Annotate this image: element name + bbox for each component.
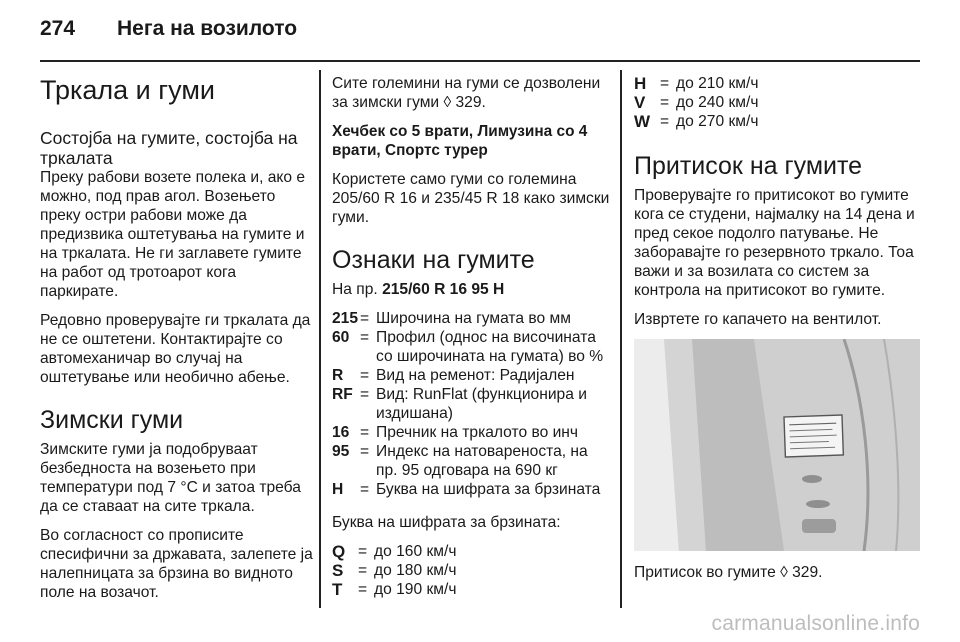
marking-row: 60 = Профил (однос на височината со широчината на гумата) во % xyxy=(332,329,604,365)
winter-tyres-heading: Зимски гуми xyxy=(40,406,184,434)
tyre-pressure-label-illustration xyxy=(634,339,920,551)
tyre-condition-paragraph-2: Редовно проверувајте ги тркалата да не се оштетени. Контактирајте со автомеханичар во случај на оштетување или необично абење. xyxy=(40,312,311,386)
valve-cap-paragraph: Извртете го капачето на вентилот. xyxy=(634,311,882,328)
column-divider-1 xyxy=(319,70,321,608)
winter-sizes-paragraph: Користете само гуми со големина 205/60 R 16 и 235/45 R 18 како зимски гуми. xyxy=(332,171,610,226)
speed-row: W = до 270 км/ч xyxy=(634,112,759,131)
winter-tyres-paragraph-2: Во согласност со прописите спесифични за државата, залепете ја налепницата за брзина во видното поле на возачот. xyxy=(40,527,313,601)
marking-row: 215 = Широчина на гумата во мм xyxy=(332,310,571,327)
marking-example-code: 215/60 R 16 95 H xyxy=(382,281,505,298)
marking-example: На пр. 215/60 R 16 95 H xyxy=(332,281,505,298)
body-variants-subheading: Хечбек со 5 врати, Лимузина со 4 врати, Спортс турер xyxy=(332,123,588,159)
markings-list xyxy=(332,309,612,499)
marking-row: 16 = Пречник на тркалото во инч xyxy=(332,424,579,441)
door-pillar-illustration xyxy=(634,339,920,551)
speed-row: T = до 190 км/ч xyxy=(332,580,457,599)
section-title: Тркала и гуми xyxy=(40,75,215,105)
watermark: carmanualsonline.info xyxy=(711,612,920,635)
speed-codes-list-continued xyxy=(634,74,920,131)
tyre-pressure-paragraph: Проверувајте го притисокот во гумите кога се студени, најмалку на 14 дена и пред секое подолго патување. Не заборавајте го резервното тркало. Тоа важи и за возилата со систем за контрола на притисокот во гумите. xyxy=(634,187,915,299)
tyre-pressure-heading: Притисок на гумите xyxy=(634,152,863,180)
marking-row: 95 = Индекс на натовареноста, на пр. 95 одговара на 690 кг xyxy=(332,443,588,479)
tyre-condition-heading: Состојба на гумите, состојба на тркалата xyxy=(40,128,298,168)
page-header xyxy=(40,14,297,44)
speed-row: Q = до 160 км/ч xyxy=(332,542,457,561)
column-1 xyxy=(40,74,315,612)
speed-codes-list xyxy=(332,542,612,599)
chapter-title: Нега на возилото xyxy=(117,17,298,40)
speed-row: S = до 180 км/ч xyxy=(332,561,457,580)
column-3 xyxy=(634,74,920,592)
winter-tyres-paragraph-1: Зимските гуми ја подобруваат безбедноста на возењето при температури под 7 °C и затоа треба да се ставаат на сите тркала. xyxy=(40,441,301,515)
page-number: 274 xyxy=(40,17,76,40)
tyre-sizes-paragraph: Сите големини на гуми се дозволени за зимски гуми ◊ 329. xyxy=(332,75,601,111)
marking-row: H = Буква на шифрата за брзината xyxy=(332,481,601,498)
speed-row: H = до 210 км/ч xyxy=(634,74,759,93)
marking-row: R = Вид на ременот: Радијален xyxy=(332,367,575,384)
column-2 xyxy=(332,74,612,609)
speed-code-intro: Буква на шифрата за брзината: xyxy=(332,514,561,531)
tyre-markings-heading: Ознаки на гумите xyxy=(332,246,535,274)
tyre-pressure-reference: Притисок во гумите ◊ 329. xyxy=(634,564,823,581)
marking-row: RF = Вид: RunFlat (функционира и издишана) xyxy=(332,386,587,422)
tyre-condition-paragraph-1: Преку рабови возете полека и, ако е можно, под прав агол. Возењето преку остри рабови може да предизвика оштетувања на гумите и на тркалата. Не ги заглавете гумите на работ од тротоарот кога паркирате. xyxy=(40,169,306,300)
tyre-pressure-label xyxy=(784,415,843,457)
column-divider-2 xyxy=(620,70,622,608)
header-rule xyxy=(40,60,920,62)
speed-row: V = до 240 км/ч xyxy=(634,93,759,112)
